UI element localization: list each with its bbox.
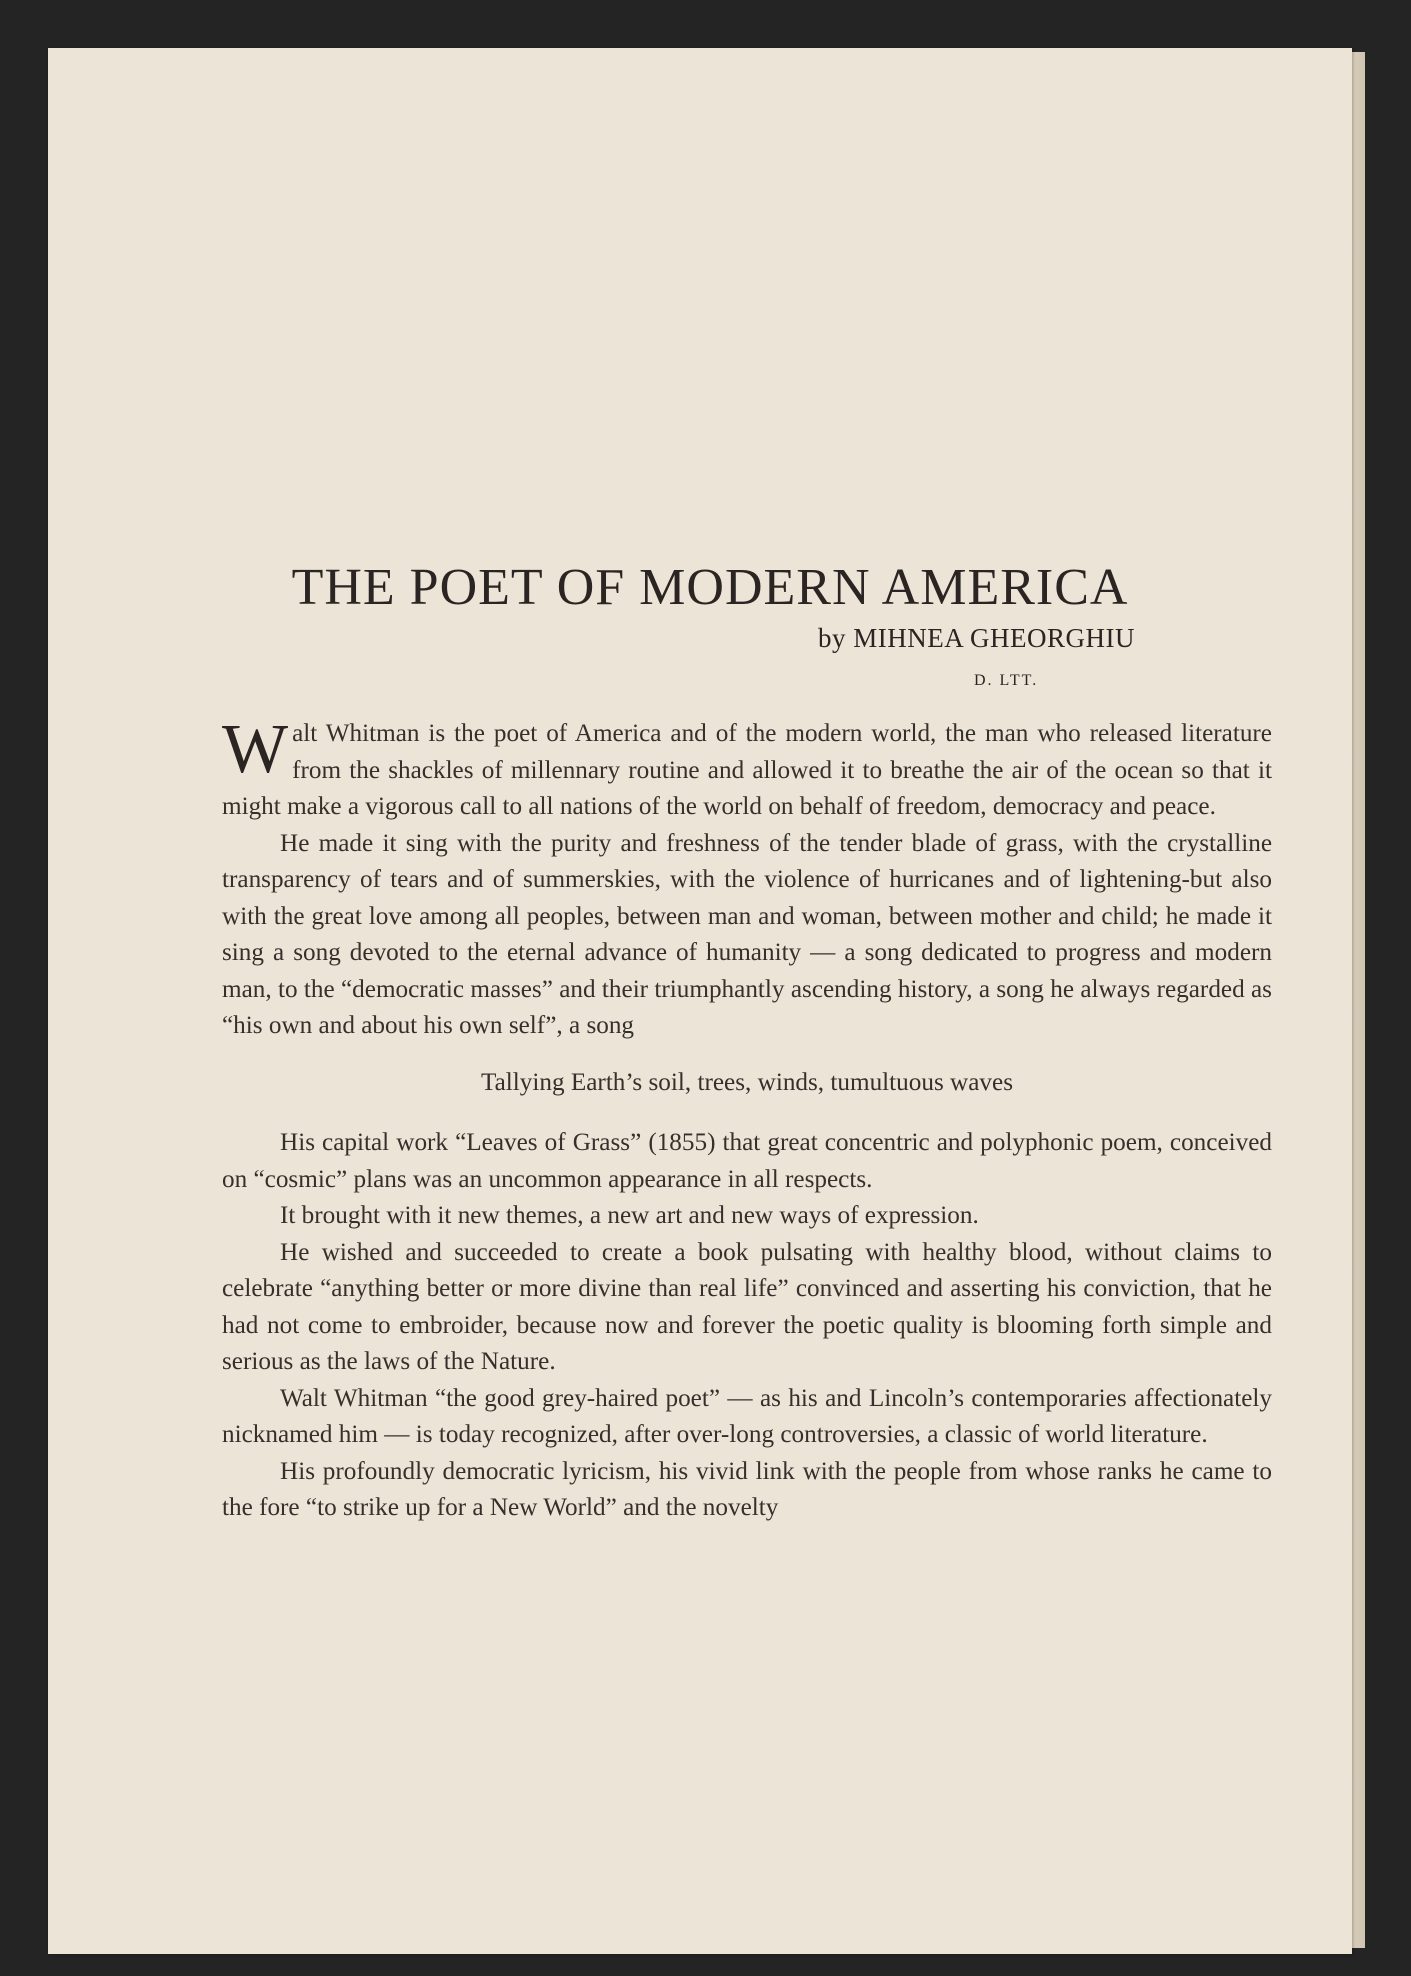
paragraph-4: It brought with it new themes, a new art and new ways of expression. — [280, 1202, 979, 1229]
paragraph-5: He wished and succeeded to create a book pulsating with healthy blood, without claims to celebrate “anything better or more divine than real life” convinced and asserting his conviction, that he had not come to embroider, because now and forever the poetic quality is blooming forth simple and serious as the laws of the Nature. — [222, 1238, 1272, 1375]
paragraph-7: His profoundly democratic lyricism, his vivid link with the people from whose ranks he came to the fore “to strike up for a New World” and the novelty — [222, 1457, 1272, 1521]
article-title: THE POET OF MODERN AMERICA — [291, 559, 1129, 616]
verse-quote: Tallying Earth’s soil, trees, winds, tumultuous waves — [480, 1068, 1013, 1096]
author-degree: D. LTT. — [974, 672, 1039, 689]
paragraph-6: Walt Whitman “the good grey-haired poet” — as his and Lincoln’s contemporaries affectionately nicknamed him — is today recognized, after over-long controversies, a classic of world literature. — [222, 1384, 1272, 1448]
drop-cap: W — [222, 711, 289, 788]
article-body — [222, 711, 1272, 1527]
document-page — [48, 48, 1352, 1954]
paragraph-2: He made it sing with the purity and freshness of the tender blade of grass, with the crystalline transparency of tears and of summerskies, with the violence of hurricanes and of lightening-but also with the great love among all peoples, between man and woman, between mother and child; he made it sing a song devoted to the eternal advance of humanity — a song dedicated to progress and modern man, to the “democratic masses” and their triumphantly ascending history, a song he always regarded as “his own and about his own self”, a song — [222, 829, 1272, 1039]
paragraph-text: alt Whitman is the poet of America and of the modern world, the man who released literature from the shackles of millennary routine and allowed it to breathe the air of the ocean so that it might make a vigorous call to all nations of the world on behalf of freedom, democracy and peace. — [222, 720, 1272, 820]
paragraph-1 — [222, 711, 1272, 826]
author-byline: by MIHNEA GHEORGHIU — [818, 623, 1135, 653]
paragraph-3: His capital work “Leaves of Grass” (1855) that great concentric and polyphonic poem, conceived on “cosmic” plans was an uncommon appearance in all respects. — [222, 1129, 1272, 1193]
